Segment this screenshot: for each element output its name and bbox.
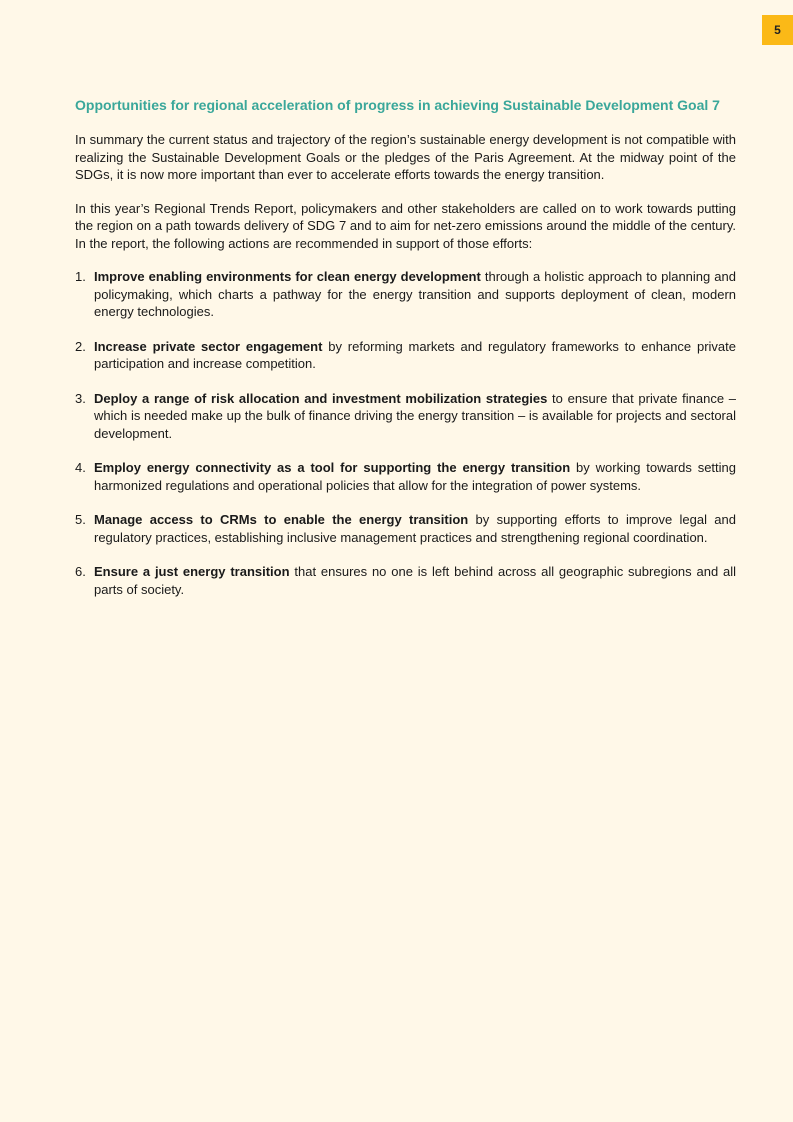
list-item — [75, 563, 736, 598]
page-content — [75, 96, 736, 615]
list-item-text: through a holistic approach to planning and policymaking, which charts a pathway for the energy transition and supports deployment of clean, modern energy technologies. — [94, 269, 736, 319]
list-item-number: 5. — [75, 512, 86, 527]
list-item — [75, 511, 736, 546]
list-item — [75, 268, 736, 321]
list-item-title: Improve enabling environments for clean energy development — [94, 269, 481, 284]
section-heading: Opportunities for regional acceleration of progress in achieving Sustainable Development Goal 7 — [75, 97, 720, 113]
report-intro-paragraph: In this year’s Regional Trends Report, policymakers and other stakeholders are called on to work towards putting the region on a path towards delivery of SDG 7 and to aim for net-zero emissions around the middle of the century. In the report, the following actions are recommended in support of those efforts: — [75, 200, 736, 251]
summary-paragraph: In summary the current status and trajectory of the region’s sustainable energy development is not compatible with realizing the Sustainable Development Goals or the pledges of the Paris Agreement. At the midway point of the SDGs, it is now more important than ever to accelerate efforts towards the energy transition. — [75, 132, 736, 182]
list-item-title: Employ energy connectivity as a tool for supporting the energy transition — [94, 460, 571, 475]
list-item-text: by working towards setting harmonized regulations and operational policies that allow for the integration of power systems. — [94, 460, 736, 493]
list-item-text: that ensures no one is left behind across all geographic subregions and all parts of society. — [94, 564, 736, 597]
list-item-number: 2. — [75, 338, 86, 354]
list-item-text: to ensure that private finance – which is needed make up the bulk of finance driving the energy transition – is available for projects and sectoral development. — [94, 390, 736, 441]
list-item-title: Deploy a range of risk allocation and investment mobilization strategies — [94, 390, 548, 406]
list-item — [75, 459, 736, 494]
list-item-number: 1. — [75, 269, 86, 284]
list-item-title: Increase private sector engagement — [94, 338, 323, 354]
list-item-title: Manage access to CRMs to enable the energy transition — [94, 512, 469, 527]
list-item — [75, 390, 736, 443]
recommendations-list — [75, 268, 736, 598]
list-item-number: 6. — [75, 564, 86, 579]
list-item-text: by supporting efforts to improve legal and regulatory practices, establishing inclusive management practices and strengthening regional coordination. — [94, 512, 736, 545]
list-item-text: by reforming markets and regulatory frameworks to enhance private participation and increase competition. — [94, 338, 736, 371]
page-number-badge: 5 — [762, 15, 793, 45]
list-item-number: 3. — [75, 390, 86, 406]
list-item-title: Ensure a just energy transition — [94, 564, 290, 579]
list-item — [75, 338, 736, 373]
list-item-number: 4. — [75, 460, 86, 475]
